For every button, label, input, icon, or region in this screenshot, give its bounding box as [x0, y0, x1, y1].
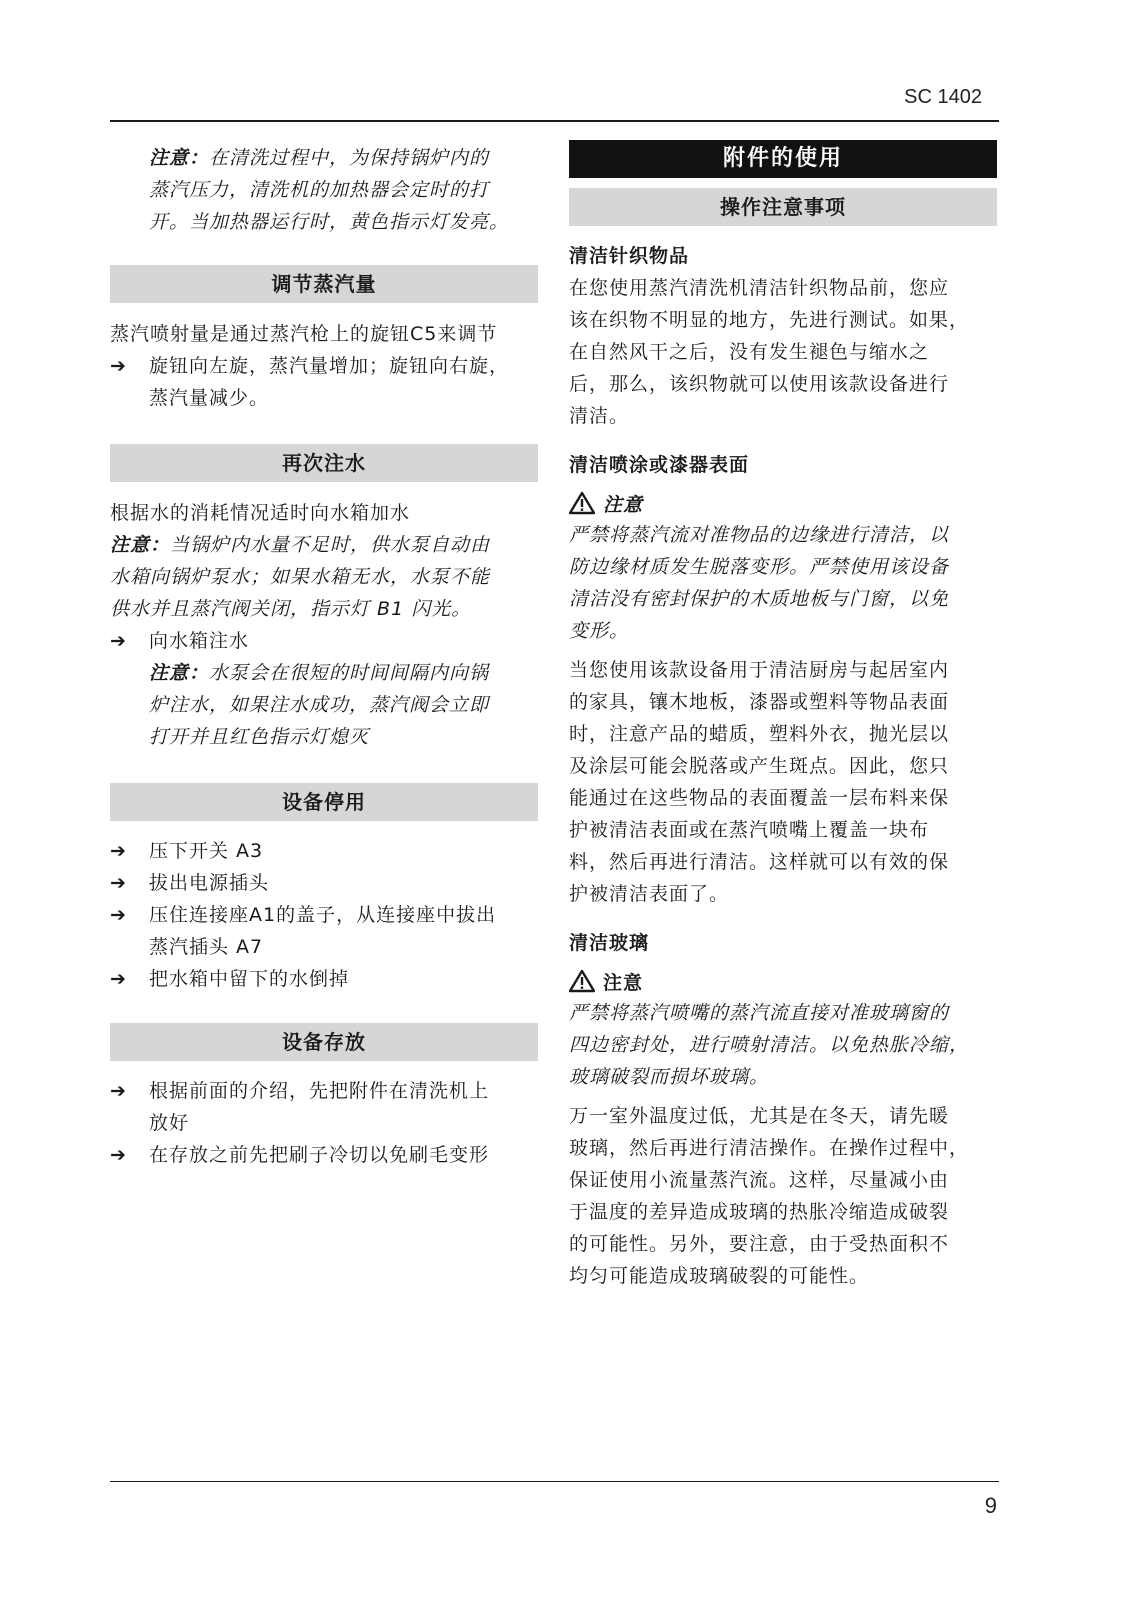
note-line: 在清洗过程中，为保持锅炉内的 [209, 147, 490, 169]
bullet-line: 拔出电源插头 [149, 872, 270, 894]
warning-triangle-icon [569, 969, 595, 993]
subheading-painted: 清洁喷涂或漆器表面 [569, 454, 750, 476]
warning-line: 变形。 [569, 620, 630, 642]
list-item [110, 625, 538, 657]
section-title-stop: 设备停用 [110, 783, 538, 821]
text-line: 的可能性。另外，要注意，由于受热面积不 [569, 1233, 950, 1255]
adjust-body: 蒸汽喷射量是通过蒸汽枪上的旋钮C5来调节 [110, 323, 498, 345]
left-column [110, 140, 538, 1171]
top-rule [110, 120, 999, 122]
text-line: 护被清洁表面或在蒸汽喷嘴上覆盖一块布 [569, 819, 930, 841]
store-list [110, 1075, 538, 1171]
list-item [110, 835, 538, 867]
warning-line: 防边缘材质发生脱落变形。严禁使用该设备 [569, 556, 950, 578]
note-lead: 注意： [149, 662, 210, 684]
text-line: 护被清洁表面了。 [569, 883, 730, 905]
list-item [110, 899, 538, 963]
text-line: 当您使用该款设备用于清洁厨房与起居室内 [569, 659, 950, 681]
bullet-line: 根据前面的介绍，先把附件在清洗机上 [149, 1080, 490, 1102]
warning-heading [569, 487, 997, 519]
note-lead: 注意： [149, 147, 210, 169]
refill-sub-note [110, 657, 538, 753]
text-line: 清洁。 [569, 405, 630, 427]
subheading-glass: 清洁玻璃 [569, 932, 650, 954]
bullet-line: 放好 [149, 1112, 190, 1134]
bullet-line: 蒸汽量减少。 [149, 387, 270, 409]
bullet-line: 压住连接座A1的盖子，从连接座中拔出 [149, 904, 497, 926]
list-item [110, 1075, 538, 1139]
note-lead: 注意： [110, 534, 171, 556]
section-title-adjust-steam: 调节蒸汽量 [110, 265, 538, 303]
arrow-right-icon: ➔ [110, 630, 126, 652]
subheading-knit: 清洁针织物品 [569, 245, 690, 267]
arrow-right-icon: ➔ [110, 968, 126, 990]
arrow-right-icon: ➔ [110, 1144, 126, 1166]
note-line: 开。当加热器运行时，黄色指示灯发亮。 [149, 211, 510, 233]
section-title-refill: 再次注水 [110, 444, 538, 482]
text-line: 均匀可能造成玻璃破裂的可能性。 [569, 1265, 870, 1287]
bullet-line: 在存放之前先把刷子冷切以免刷毛变形 [149, 1144, 490, 1166]
bullet-line: 把水箱中留下的水倒掉 [149, 968, 350, 990]
text-line: 玻璃，然后再进行清洁操作。在操作过程中， [569, 1137, 970, 1159]
glass-warning-text [569, 997, 997, 1093]
knit-paragraph [569, 272, 997, 432]
bottom-rule [110, 1481, 999, 1482]
text-line: 于温度的差异造成玻璃的热胀冷缩造成破裂 [569, 1201, 950, 1223]
warning-label: 注意 [603, 971, 644, 994]
arrow-right-icon: ➔ [110, 1080, 126, 1102]
warning-heading [569, 965, 997, 997]
warning-line: 清洁没有密封保护的木质地板与门窗，以免 [569, 588, 950, 610]
warning-line: 四边密封处，进行喷射清洁。以免热胀冷缩， [569, 1034, 970, 1056]
warning-label: 注意 [603, 493, 644, 516]
note-line: 供水并且蒸汽阀关闭，指示灯 B1 闪光。 [110, 598, 472, 620]
text-line: 保证使用小流量蒸汽流。这样，尽量减小由 [569, 1169, 950, 1191]
page-number: 9 [984, 1493, 997, 1518]
text-line: 在自然风干之后，没有发生褪色与缩水之 [569, 341, 930, 363]
note-line: 当锅炉内水量不足时，供水泵自动由 [170, 534, 491, 556]
list-item [110, 350, 538, 414]
right-column [569, 140, 997, 1292]
bullet-line: 蒸汽插头 A7 [149, 936, 264, 958]
note-line: 水泵会在很短的时间间隔内向锅 [209, 662, 490, 684]
note-line: 水箱向锅炉泵水；如果水箱无水，水泵不能 [110, 566, 491, 588]
text-line: 的家具，镶木地板，漆器或塑料等物品表面 [569, 691, 950, 713]
warning-line: 玻璃破裂而损坏玻璃。 [569, 1066, 770, 1088]
text-line: 及涂层可能会脱落或产生斑点。因此，您只 [569, 755, 950, 777]
section-title-store: 设备存放 [110, 1023, 538, 1061]
stop-list [110, 835, 538, 995]
arrow-right-icon: ➔ [110, 840, 126, 862]
text-line: 在您使用蒸汽清洗机清洁针织物品前，您应 [569, 277, 950, 299]
painted-paragraph [569, 654, 997, 910]
arrow-right-icon: ➔ [110, 355, 126, 377]
glass-paragraph [569, 1100, 997, 1292]
bullet-line: 向水箱注水 [149, 630, 250, 652]
text-line: 后，那么，该织物就可以使用该款设备进行 [569, 373, 950, 395]
refill-note [110, 529, 538, 625]
list-item [110, 963, 538, 995]
arrow-right-icon: ➔ [110, 872, 126, 894]
heater-note [110, 142, 538, 238]
bullet-line: 旋钮向左旋，蒸汽量增加；旋钮向右旋， [149, 355, 510, 377]
note-line: 炉注水，如果注水成功，蒸汽阀会立即 [149, 694, 490, 716]
warning-triangle-icon [569, 491, 595, 515]
warning-line: 严禁将蒸汽流对准物品的边缘进行清洁，以 [569, 524, 950, 546]
refill-body: 根据水的消耗情况适时向水箱加水 [110, 502, 411, 524]
model-code: SC 1402 [904, 86, 982, 108]
list-item [110, 867, 538, 899]
text-line: 该在织物不明显的地方，先进行测试。如果， [569, 309, 970, 331]
text-line: 料，然后再进行清洁。这样就可以有效的保 [569, 851, 950, 873]
note-line: 打开并且红色指示灯熄灭 [149, 726, 370, 748]
painted-warning-text [569, 519, 997, 647]
text-line: 万一室外温度过低，尤其是在冬天，请先暖 [569, 1105, 950, 1127]
note-line: 蒸汽压力，清洗机的加热器会定时的打 [149, 179, 490, 201]
list-item [110, 1139, 538, 1171]
bullet-line: 压下开关 A3 [149, 840, 264, 862]
warning-line: 严禁将蒸汽喷嘴的蒸汽流直接对准玻璃窗的 [569, 1002, 950, 1024]
section-title-accessories: 附件的使用 [569, 140, 997, 178]
section-title-precautions: 操作注意事项 [569, 188, 997, 226]
text-line: 能通过在这些物品的表面覆盖一层布料来保 [569, 787, 950, 809]
text-line: 时，注意产品的蜡质，塑料外衣，抛光层以 [569, 723, 950, 745]
arrow-right-icon: ➔ [110, 904, 126, 926]
